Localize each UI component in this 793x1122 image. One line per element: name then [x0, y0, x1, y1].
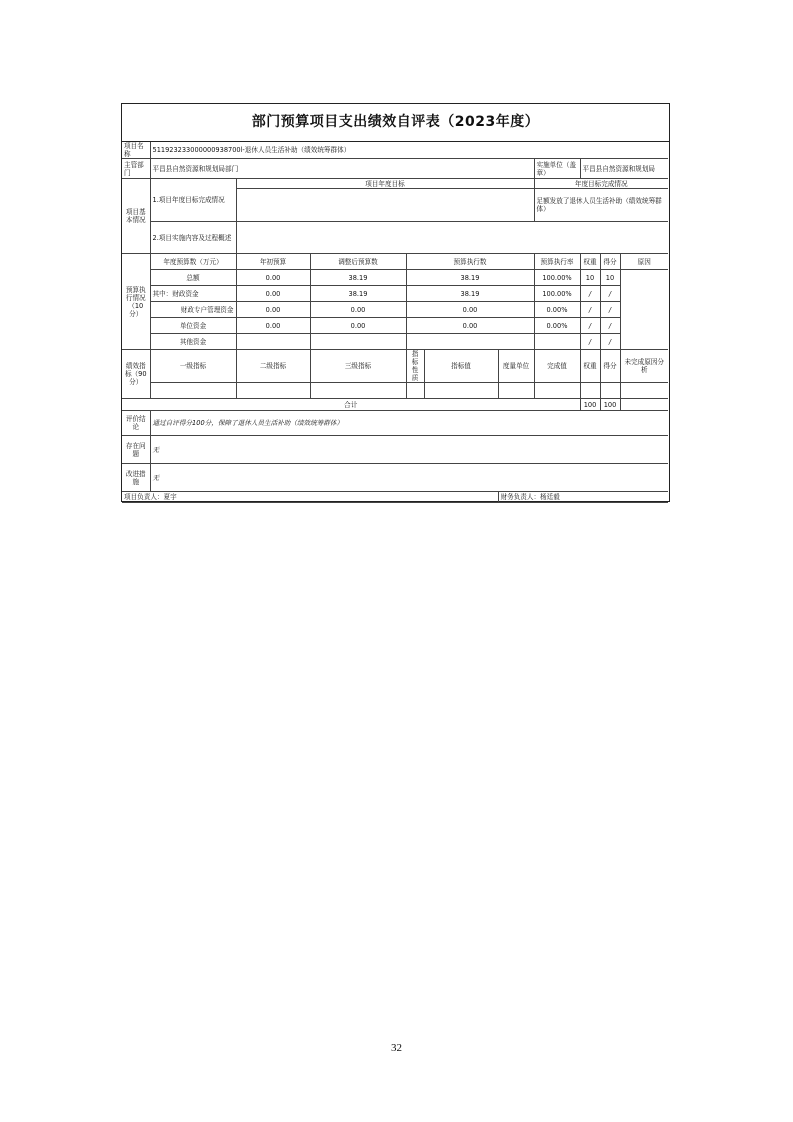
impl-unit-label: 实施单位（盖章）: [534, 159, 580, 179]
budget-row-fiscal: [122, 286, 668, 302]
budget-section-label: 预算执行情况（10分）: [122, 254, 150, 350]
project-leader: 项目负责人：夏宇: [122, 492, 498, 503]
total-label: 合计: [122, 399, 580, 411]
budget-row-score: 10: [600, 270, 620, 286]
dept-label: 主管部门: [122, 159, 150, 179]
problems-value: 无: [150, 436, 668, 464]
budget-row-rate: 0.00%: [534, 318, 580, 334]
budget-header-annual: 年度预算数（万元）: [150, 254, 236, 270]
perf-header-weight: 权重: [580, 350, 600, 383]
goal-completion-value: 足额发放了退休人员生活补助（绩效统筹群体）: [534, 189, 668, 222]
project-name-value: 511923233000000938700l-退休人员生活补助（绩效统筹群体）: [150, 142, 668, 159]
budget-row-rate: 100.00%: [534, 286, 580, 302]
budget-row-executed: 38.19: [406, 286, 534, 302]
perf-header-level1: 一级指标: [150, 350, 236, 383]
budget-row-initial: 0.00: [236, 302, 310, 318]
perf-header-actual: 完成值: [534, 350, 580, 383]
perf-header-score: 得分: [600, 350, 620, 383]
budget-row-name: 单位资金: [150, 318, 236, 334]
dept-value: 平昌县自然资源和规划局部门: [150, 159, 534, 179]
budget-row-executed: 0.00: [406, 302, 534, 318]
budget-row-name: 财政专户管理资金: [150, 302, 236, 318]
budget-row-initial: 0.00: [236, 286, 310, 302]
perf-empty-row: [122, 383, 668, 399]
budget-row-weight: /: [580, 302, 600, 318]
budget-header-weight: 权重: [580, 254, 600, 270]
budget-row-score: /: [600, 318, 620, 334]
budget-row-weight: 10: [580, 270, 600, 286]
annual-goal-header: 项目年度目标: [236, 179, 534, 189]
goal-item-label: 1.项目年度目标完成情况: [150, 179, 236, 222]
budget-row-score: /: [600, 334, 620, 350]
budget-row-name: 其他资金: [150, 334, 236, 350]
budget-row-adjusted: 0.00: [310, 318, 406, 334]
total-row: [122, 399, 668, 411]
finance-leader: 财务负责人：杨廷毅: [498, 492, 668, 503]
budget-header-adjusted: 调整后预算数: [310, 254, 406, 270]
project-name-label: 项目名称: [122, 142, 150, 159]
budget-row-adjusted: [310, 334, 406, 350]
conclusion-value: 通过自评得分100分，保障了退休人员生活补助（绩效统筹群体）: [150, 411, 668, 436]
budget-row-adjusted: 0.00: [310, 302, 406, 318]
perf-section-label: 绩效指标（90分）: [122, 350, 150, 399]
budget-header-rate: 预算执行率: [534, 254, 580, 270]
budget-row-score: /: [600, 286, 620, 302]
budget-row-other: [122, 334, 668, 350]
budget-header-reason: 原因: [620, 254, 668, 270]
budget-row-weight: /: [580, 334, 600, 350]
budget-row-initial: 0.00: [236, 270, 310, 286]
budget-header-executed: 预算执行数: [406, 254, 534, 270]
problems-label: 存在问题: [122, 436, 150, 464]
annual-goal-value: [236, 189, 534, 222]
budget-header-score: 得分: [600, 254, 620, 270]
budget-row-executed: [406, 334, 534, 350]
page-number: 32: [391, 1042, 402, 1054]
budget-reason-cell: [620, 270, 668, 350]
budget-row-name: 总额: [150, 270, 236, 286]
total-score: 100: [600, 399, 620, 411]
budget-row-initial: 0.00: [236, 318, 310, 334]
measures-value: 无: [150, 464, 668, 492]
budget-row-rate: [534, 334, 580, 350]
budget-row-name: 其中：财政资金: [150, 286, 236, 302]
budget-row-total: [122, 270, 668, 286]
impl-unit-value: 平昌县自然资源和规划局: [580, 159, 668, 179]
budget-row-special-account: [122, 302, 668, 318]
perf-header-unit: 度量单位: [498, 350, 534, 383]
implementation-summary-value: [236, 222, 668, 254]
budget-row-executed: 38.19: [406, 270, 534, 286]
measures-label: 改进措施: [122, 464, 150, 492]
perf-header-nature: 指标性质: [406, 350, 424, 383]
implementation-summary-label: 2.项目实施内容及过程概述: [150, 222, 236, 254]
conclusion-label: 评价结论: [122, 411, 150, 436]
budget-row-rate: 100.00%: [534, 270, 580, 286]
total-weight: 100: [580, 399, 600, 411]
perf-header-target: 指标值: [424, 350, 498, 383]
budget-row-rate: 0.00%: [534, 302, 580, 318]
budget-row-executed: 0.00: [406, 318, 534, 334]
budget-row-initial: [236, 334, 310, 350]
budget-row-unit: [122, 318, 668, 334]
self-evaluation-form: [121, 103, 670, 502]
perf-header-level3: 三级指标: [310, 350, 406, 383]
total-reason: [620, 399, 668, 411]
perf-header-reason: 未完成原因分析: [620, 350, 668, 383]
budget-row-weight: /: [580, 286, 600, 302]
form-title: 部门预算项目支出绩效自评表（2023年度）: [122, 104, 669, 142]
budget-row-weight: /: [580, 318, 600, 334]
goal-completion-header: 年度目标完成情况: [534, 179, 668, 189]
budget-row-adjusted: 38.19: [310, 286, 406, 302]
basic-info-label: 项目基本情况: [122, 179, 150, 254]
perf-header-level2: 二级指标: [236, 350, 310, 383]
budget-header-initial: 年初预算: [236, 254, 310, 270]
budget-row-score: /: [600, 302, 620, 318]
budget-row-adjusted: 38.19: [310, 270, 406, 286]
form-table: [122, 142, 668, 503]
